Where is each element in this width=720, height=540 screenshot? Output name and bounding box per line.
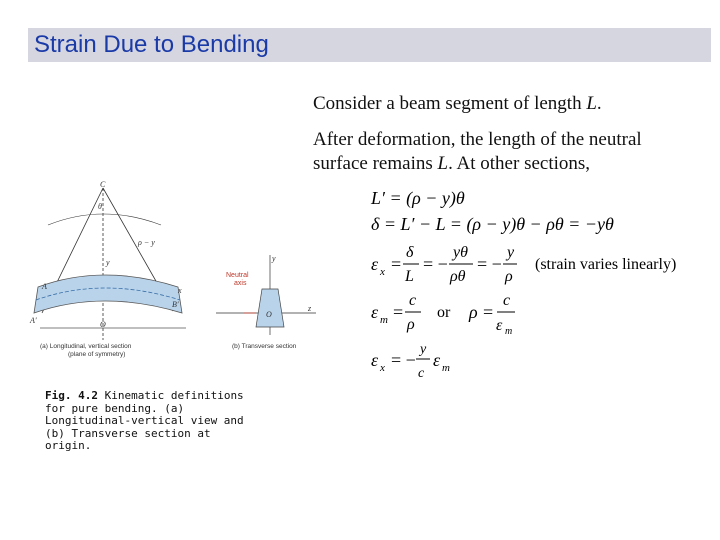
svg-text:ρθ: ρθ (450, 268, 466, 285)
caption-text: Kinematic definitions for pure bending. (a) Longitudinal-vertical view and (b) Transverse section at origin. (45, 389, 244, 452)
svg-text:m: m (380, 314, 388, 326)
svg-text:O: O (266, 310, 272, 319)
svg-text:=: = (483, 302, 494, 322)
svg-text:=: = (391, 254, 402, 274)
para-deformation-line2-end: . At other sections, (448, 153, 591, 174)
figure-caption (45, 390, 260, 453)
svg-text:L: L (405, 268, 414, 285)
svg-text:ρ: ρ (505, 268, 513, 285)
para-deformation-line1: After deformation, the length of the neutral (313, 129, 642, 150)
para-intro-end: . (596, 93, 602, 114)
svg-text:A′: A′ (30, 316, 37, 325)
svg-text:A: A (42, 282, 47, 291)
beam-bending-diagram (26, 180, 329, 363)
figure-label-b: (b) Transverse section (232, 343, 297, 350)
neutral-axis-label-1: Neutral (226, 272, 249, 279)
svg-text:m: m (442, 362, 450, 374)
neutral-axis-label-2: axis (234, 280, 247, 287)
equations-svg (365, 182, 695, 387)
svg-text:δ: δ (406, 244, 414, 261)
svg-text:y: y (106, 258, 110, 267)
beam-bending-figure (26, 180, 329, 363)
svg-text:yθ: yθ (453, 244, 468, 261)
paragraph-deformation (313, 128, 642, 176)
svg-text:ε: ε (371, 254, 379, 274)
svg-text:θ: θ (98, 202, 102, 211)
svg-text:ε: ε (496, 317, 503, 334)
svg-text:y: y (507, 244, 515, 261)
equation-3 (371, 244, 676, 285)
equation-4 (371, 292, 515, 337)
slide-title: Strain Due to Bending (34, 31, 269, 58)
svg-text:ρ: ρ (469, 302, 478, 322)
caption-label: Fig. 4.2 (45, 389, 98, 402)
svg-text:ρ: ρ (407, 316, 415, 333)
svg-text:c: c (409, 292, 417, 309)
svg-text:y: y (420, 342, 427, 357)
figure-label-a: (a) Longitudinal, vertical section (40, 343, 132, 350)
svg-text:B′: B′ (172, 300, 179, 309)
svg-text:= −: = − (423, 254, 448, 274)
title-bar (28, 28, 711, 62)
svg-text:ρ − y: ρ − y (138, 238, 155, 247)
svg-text:c: c (418, 366, 425, 381)
equation-2: δ = L′ − L = (ρ − y)θ − ρθ = −yθ (371, 214, 614, 234)
svg-text:c: c (503, 292, 511, 309)
equation-4-or: or (437, 304, 451, 321)
svg-text:C: C (100, 180, 106, 189)
equations-block (365, 182, 695, 387)
para-intro-text: Consider a beam segment of length (313, 93, 587, 114)
svg-text:=: = (393, 302, 404, 322)
figure-label-a2: (plane of symmetry) (68, 351, 126, 358)
paragraph-intro (313, 92, 602, 116)
para-deformation-line2-start: surface remains (313, 153, 438, 174)
equation-5 (371, 342, 450, 381)
svg-text:m: m (505, 326, 513, 337)
svg-text:ε: ε (371, 302, 379, 322)
para-intro-var: L (586, 93, 597, 114)
para-deformation-line2 (313, 152, 642, 176)
para-deformation-line2-var: L (437, 153, 449, 174)
svg-text:x: x (380, 266, 385, 278)
svg-text:y: y (272, 254, 276, 263)
svg-text:x: x (380, 362, 385, 374)
equation-1: L′ = (ρ − y)θ (371, 188, 465, 208)
svg-text:= −: = − (391, 350, 416, 370)
svg-text:z: z (308, 304, 312, 313)
svg-text:x: x (178, 286, 182, 295)
equation-3-note: (strain varies linearly) (535, 256, 677, 273)
svg-text:ε: ε (433, 350, 441, 370)
svg-text:= −: = − (477, 254, 502, 274)
svg-text:ε: ε (371, 350, 379, 370)
svg-text:O: O (100, 320, 106, 329)
